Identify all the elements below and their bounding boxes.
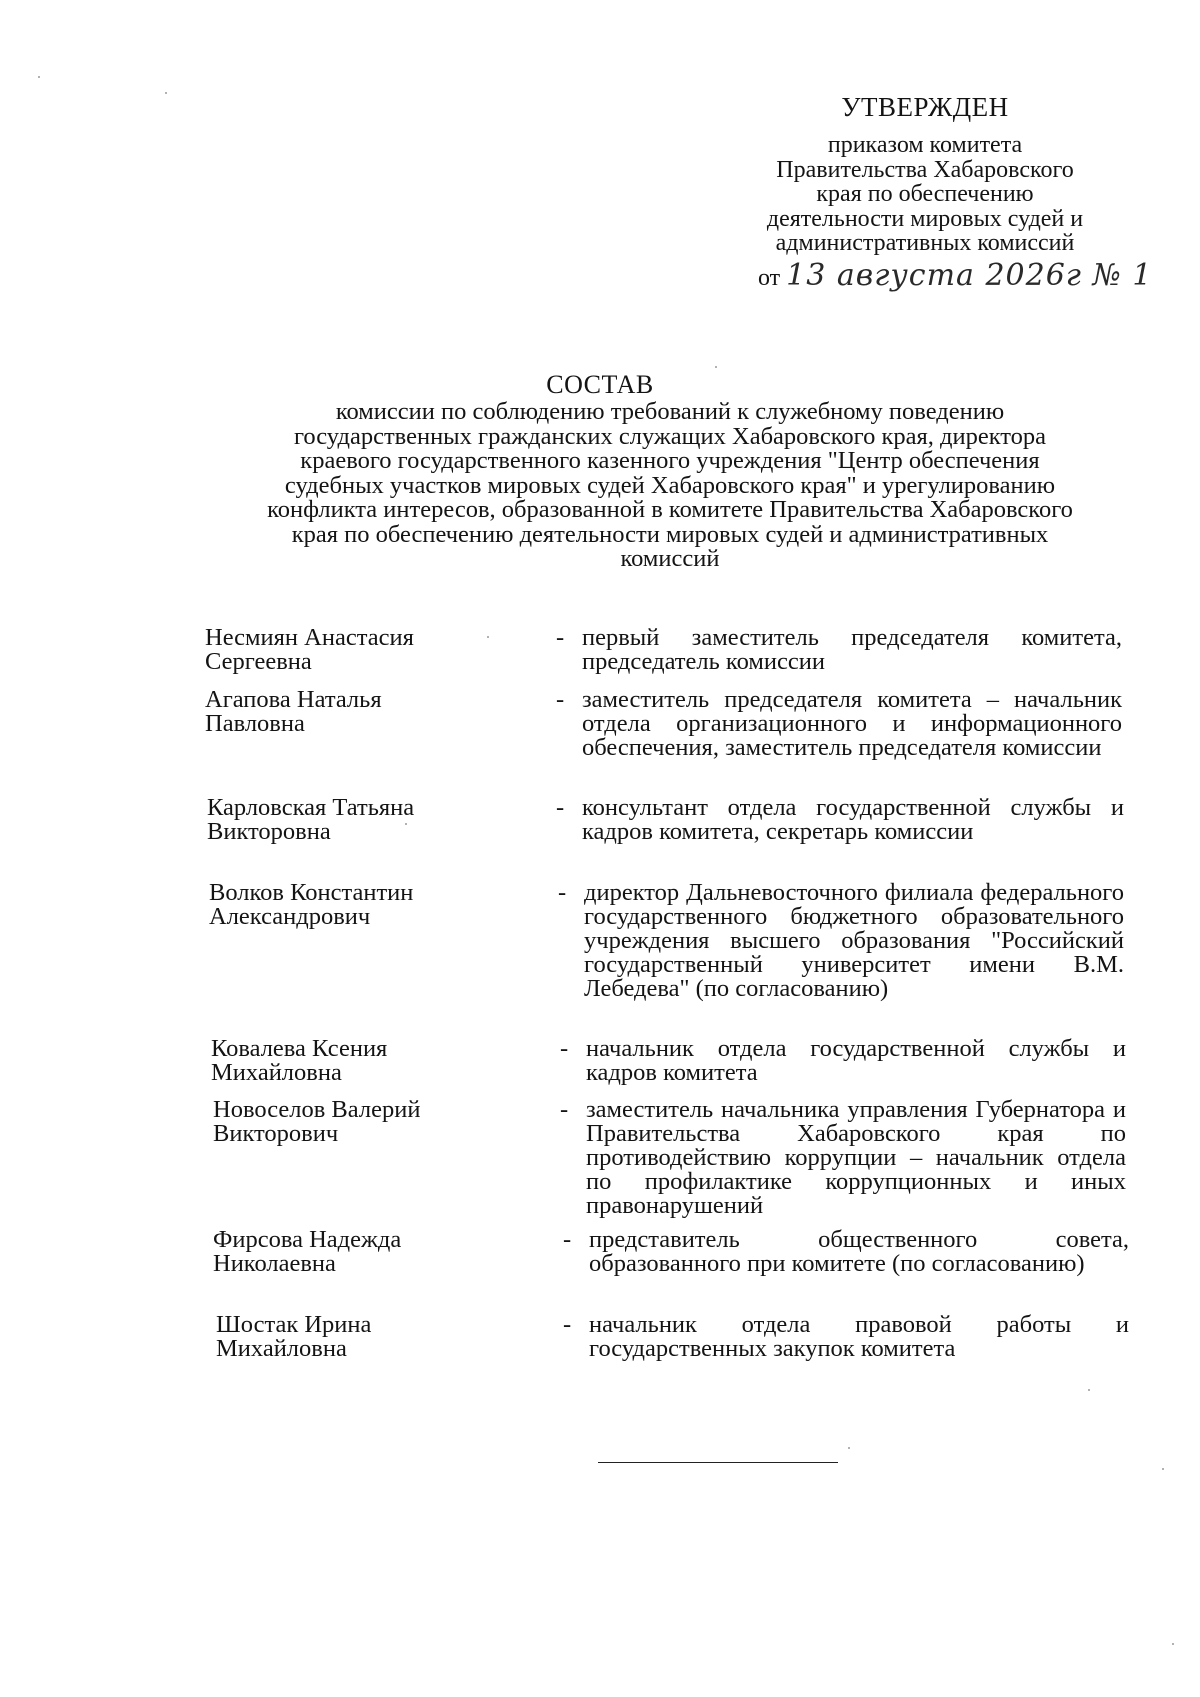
member-dash: -: [560, 1096, 569, 1123]
approval-title: УТВЕРЖДЕН: [841, 92, 1009, 122]
member-name: Шостак Ирина Михайловна: [216, 1311, 372, 1362]
scan-speck: [1162, 1468, 1164, 1470]
scan-speck: [487, 636, 489, 638]
approval-line: деятельности мировых судей и: [766, 205, 1084, 232]
document-title: СОСТАВ: [546, 370, 654, 399]
subtitle-line: конфликта интересов, образованной в комитете Правительства Хабаровского: [267, 496, 1073, 523]
member-name: Волков Константин Александрович: [209, 879, 414, 930]
approval-line: административных комиссий: [775, 230, 1075, 256]
subtitle-line: краевого государственного казенного учреждения "Центр обеспечения: [300, 447, 1040, 474]
end-rule: [598, 1462, 838, 1463]
member-dash: -: [563, 1311, 572, 1338]
approval-line: приказом комитета: [827, 132, 1023, 158]
member-name: Несмиян Анастасия Сергеевна: [205, 624, 414, 675]
approval-line: Правительства Хабаровского: [776, 156, 1074, 183]
member-dash: -: [556, 686, 565, 713]
scan-speck: [38, 76, 40, 78]
subtitle-line: государственных гражданских служащих Хабаровского края, директора: [293, 422, 1047, 450]
subtitle-line: края по обеспечению деятельности мировых судей и административных: [291, 520, 1049, 548]
scan-speck: [848, 1447, 850, 1449]
subtitle-line: судебных участков мировых судей Хабаровского края" и урегулированию: [284, 471, 1056, 499]
member-name: Новоселов Валерий Викторович: [213, 1096, 421, 1147]
member-role: начальник отдела государственной службы и кадров комитета: [586, 1035, 1126, 1086]
date-prefix: от: [758, 265, 781, 291]
member-dash: -: [563, 1226, 572, 1253]
scan-speck: [165, 92, 167, 94]
scan-speck: [1088, 1389, 1090, 1391]
member-dash: -: [556, 794, 565, 821]
handwritten-date: 13 августа 2026г № 1: [786, 258, 1153, 293]
member-role: консультант отдела государственной службы и кадров комитета, секретарь комиссии: [582, 794, 1124, 845]
member-dash: -: [560, 1035, 569, 1062]
member-name: Агапова Наталья Павловна: [205, 686, 382, 737]
member-role: представитель общественного совета, образованного при комитете (по согласованию): [589, 1226, 1129, 1277]
member-role: заместитель председателя комитета – начальник отдела организационного и информационного обеспечения, заместитель председателя комиссии: [582, 686, 1122, 761]
subtitle-line: комиссий: [620, 545, 720, 572]
member-role: директор Дальневосточного филиала федерального государственного бюджетного образовательного учреждения высшего образования "Российский государственный университет имени В.М. Лебедева" (по согласованию): [584, 879, 1124, 1002]
scan-speck: [405, 823, 407, 825]
scan-speck: [1172, 1643, 1174, 1645]
member-role: заместитель начальника управления Губернатора и Правительства Хабаровского края по противодействию коррупции – начальник отдела по профилактике коррупционных и иных правонарушений: [586, 1096, 1126, 1219]
member-name: Фирсова Надежда Николаевна: [213, 1226, 402, 1277]
member-dash: -: [558, 879, 567, 906]
member-role: первый заместитель председателя комитета, председатель комиссии: [582, 624, 1122, 675]
member-name: Ковалева Ксения Михайловна: [211, 1035, 388, 1086]
member-dash: -: [556, 624, 565, 651]
member-role: начальник отдела правовой работы и государственных закупок комитета: [589, 1311, 1129, 1362]
scan-speck: [715, 366, 717, 368]
member-name: Карловская Татьяна Викторовна: [207, 794, 415, 845]
approval-line: края по обеспечению: [816, 181, 1034, 207]
subtitle-line: комиссии по соблюдению требований к служебному поведению: [335, 398, 1005, 425]
